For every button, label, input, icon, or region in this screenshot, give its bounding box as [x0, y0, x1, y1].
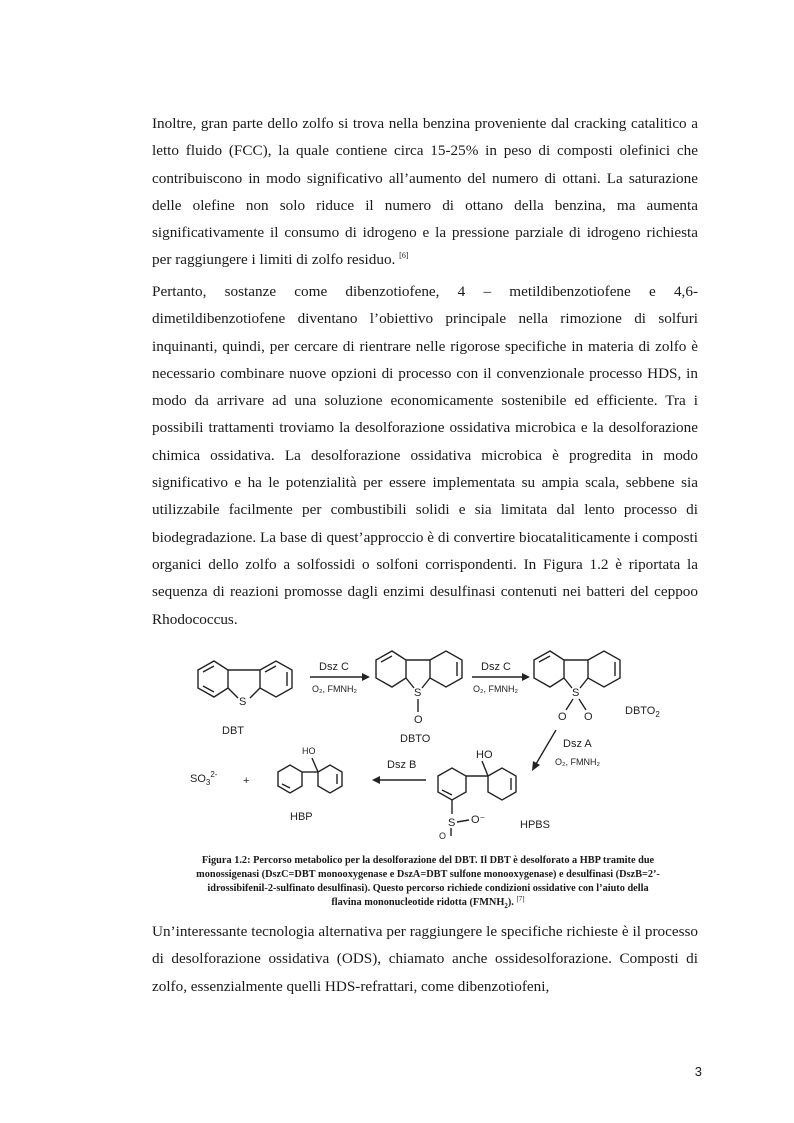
dbt-structure [198, 661, 292, 737]
dbto-structure [376, 651, 462, 745]
atom-o2-dbto2: O [584, 711, 593, 723]
label-hpbs: HPBS [520, 819, 550, 831]
label-dbto2: $DBTO_2$ [625, 705, 660, 719]
label-dbt: DBT [222, 725, 244, 737]
citation-6: [6] [399, 251, 409, 261]
hbp-structure [278, 746, 342, 823]
caption-line-2: monossigenasi (DszC=DBT monooxygenase e DszA=DBT sulfone monooxygenase) e desulfinasi (DszB=2’- [196, 869, 660, 880]
paragraph-1: Inoltre, gran parte dello zolfo si trova nella benzina proveniente dal cracking catalitico a letto fluido (FCC), la quale contiene circa 15-25% in peso di composti olefinici che contribuiscono in modo significativo all’aumento del numero di ottani. La saturazione delle olefine non solo riduce il numero di ottano della benzina, ma aumenta significativamente il consumo di idrogeno e la pressione parziale di idrogeno richiesta per raggiungere i limiti di zolfo residuo. [6] [152, 115, 698, 269]
atom-o-hpbs: O [439, 831, 447, 840]
figure-metabolic-pathway [170, 640, 690, 840]
plus-sign: + [243, 775, 250, 787]
cofactor-2: O₂, FMNH₂ [473, 684, 518, 694]
atom-s: S [239, 696, 247, 708]
caption-line-3: idrossibifenil-2-sulfinato desulfinasi). Questo percorso richiede condizioni ossidative con l’aiuto della [207, 883, 649, 894]
enzyme-dsza: Dsz A [563, 738, 592, 750]
figure-caption [150, 854, 706, 910]
reaction-arrow-2 [472, 661, 530, 694]
label-hbp: HBP [290, 811, 313, 823]
enzyme-dszb: Dsz B [387, 759, 417, 771]
cofactor-3: O₂, FMNH₂ [555, 757, 600, 767]
paragraph-3: Un’interessante tecnologia alternativa per raggiungere le specifiche richieste è il processo di desolforazione ossidativa (ODS), chiamato anche ossidesolforazione. Composti di zolfo, essenzialmente quelli HDS-refrattari, come dibenzotiofeni, [152, 923, 698, 995]
atom-o1-dbto2: O [558, 711, 567, 723]
atom-ho-hbp: HO [302, 746, 316, 756]
caption-line-4: flavina mononucleotide ridotta $(FMNH_2)$. [7] [331, 895, 525, 911]
atom-s-dbto2: S [572, 687, 580, 699]
citation-7: [7] [516, 895, 525, 903]
reaction-arrow-1 [310, 661, 370, 694]
label-so3: $SO_3^{2-}$ [190, 770, 218, 787]
cofactor-1: O₂, FMNH₂ [312, 684, 357, 694]
caption-line-1: Figura 1.2: Percorso metabolico per la desolforazione del DBT. Il DBT è desolforato a HBP tramite due [201, 855, 655, 866]
enzyme-dszc-2: Dsz C [481, 661, 511, 673]
reaction-arrow-3 [532, 730, 600, 771]
atom-s-dbto: S [414, 687, 422, 699]
dbto2-structure [534, 651, 660, 723]
paragraph-2: Pertanto, sostanze come dibenzotiofene, 4 – metildibenzotiofene e 4,6-dimetildibenzotiofene diventano l’obiettivo principale nella rimozione di solfuri inquinanti, quindi, per cercare di rientrare nelle rigorose specifiche in materia di zolfo è necessario combinare nuove opzioni di processo con il convenzionale processo HDS, in modo da arrivare ad una soluzione economicamente sostenibile ed efficiente. Tra i possibili trattamenti troviamo la desolforazione ossidativa microbica e la desolforazione chimica ossidativa. La desolforazione ossidativa microbica è progredita in modo significativo e ha le potenzialità per essere implementata su ampia scala, sebbene sia utilizzabile facilmente per combustibili solidi e sia limitata dal lento processo di biodegradazione. La base di quest’approccio è di convertire biocataliticamente i composti organici dello zolfo a solfossidi o solfoni corrispondenti. In Figura 1.2 è riportata la sequenza di reazioni promosse dagli enzimi desulfinasi contenuti nei batteri del ceppoo Rhodococcus. [152, 283, 698, 628]
atom-ho-hpbs: HO [476, 749, 493, 761]
atom-s-hpbs: S [448, 817, 456, 829]
atom-o-dbto: O [414, 714, 423, 726]
page-number: 3 [694, 1064, 702, 1079]
label-dbto: DBTO [400, 733, 431, 745]
reaction-arrow-4 [372, 759, 426, 784]
atom-ominus-hpbs: O⁻ [471, 814, 486, 826]
enzyme-dszc-1: Dsz C [319, 661, 349, 673]
